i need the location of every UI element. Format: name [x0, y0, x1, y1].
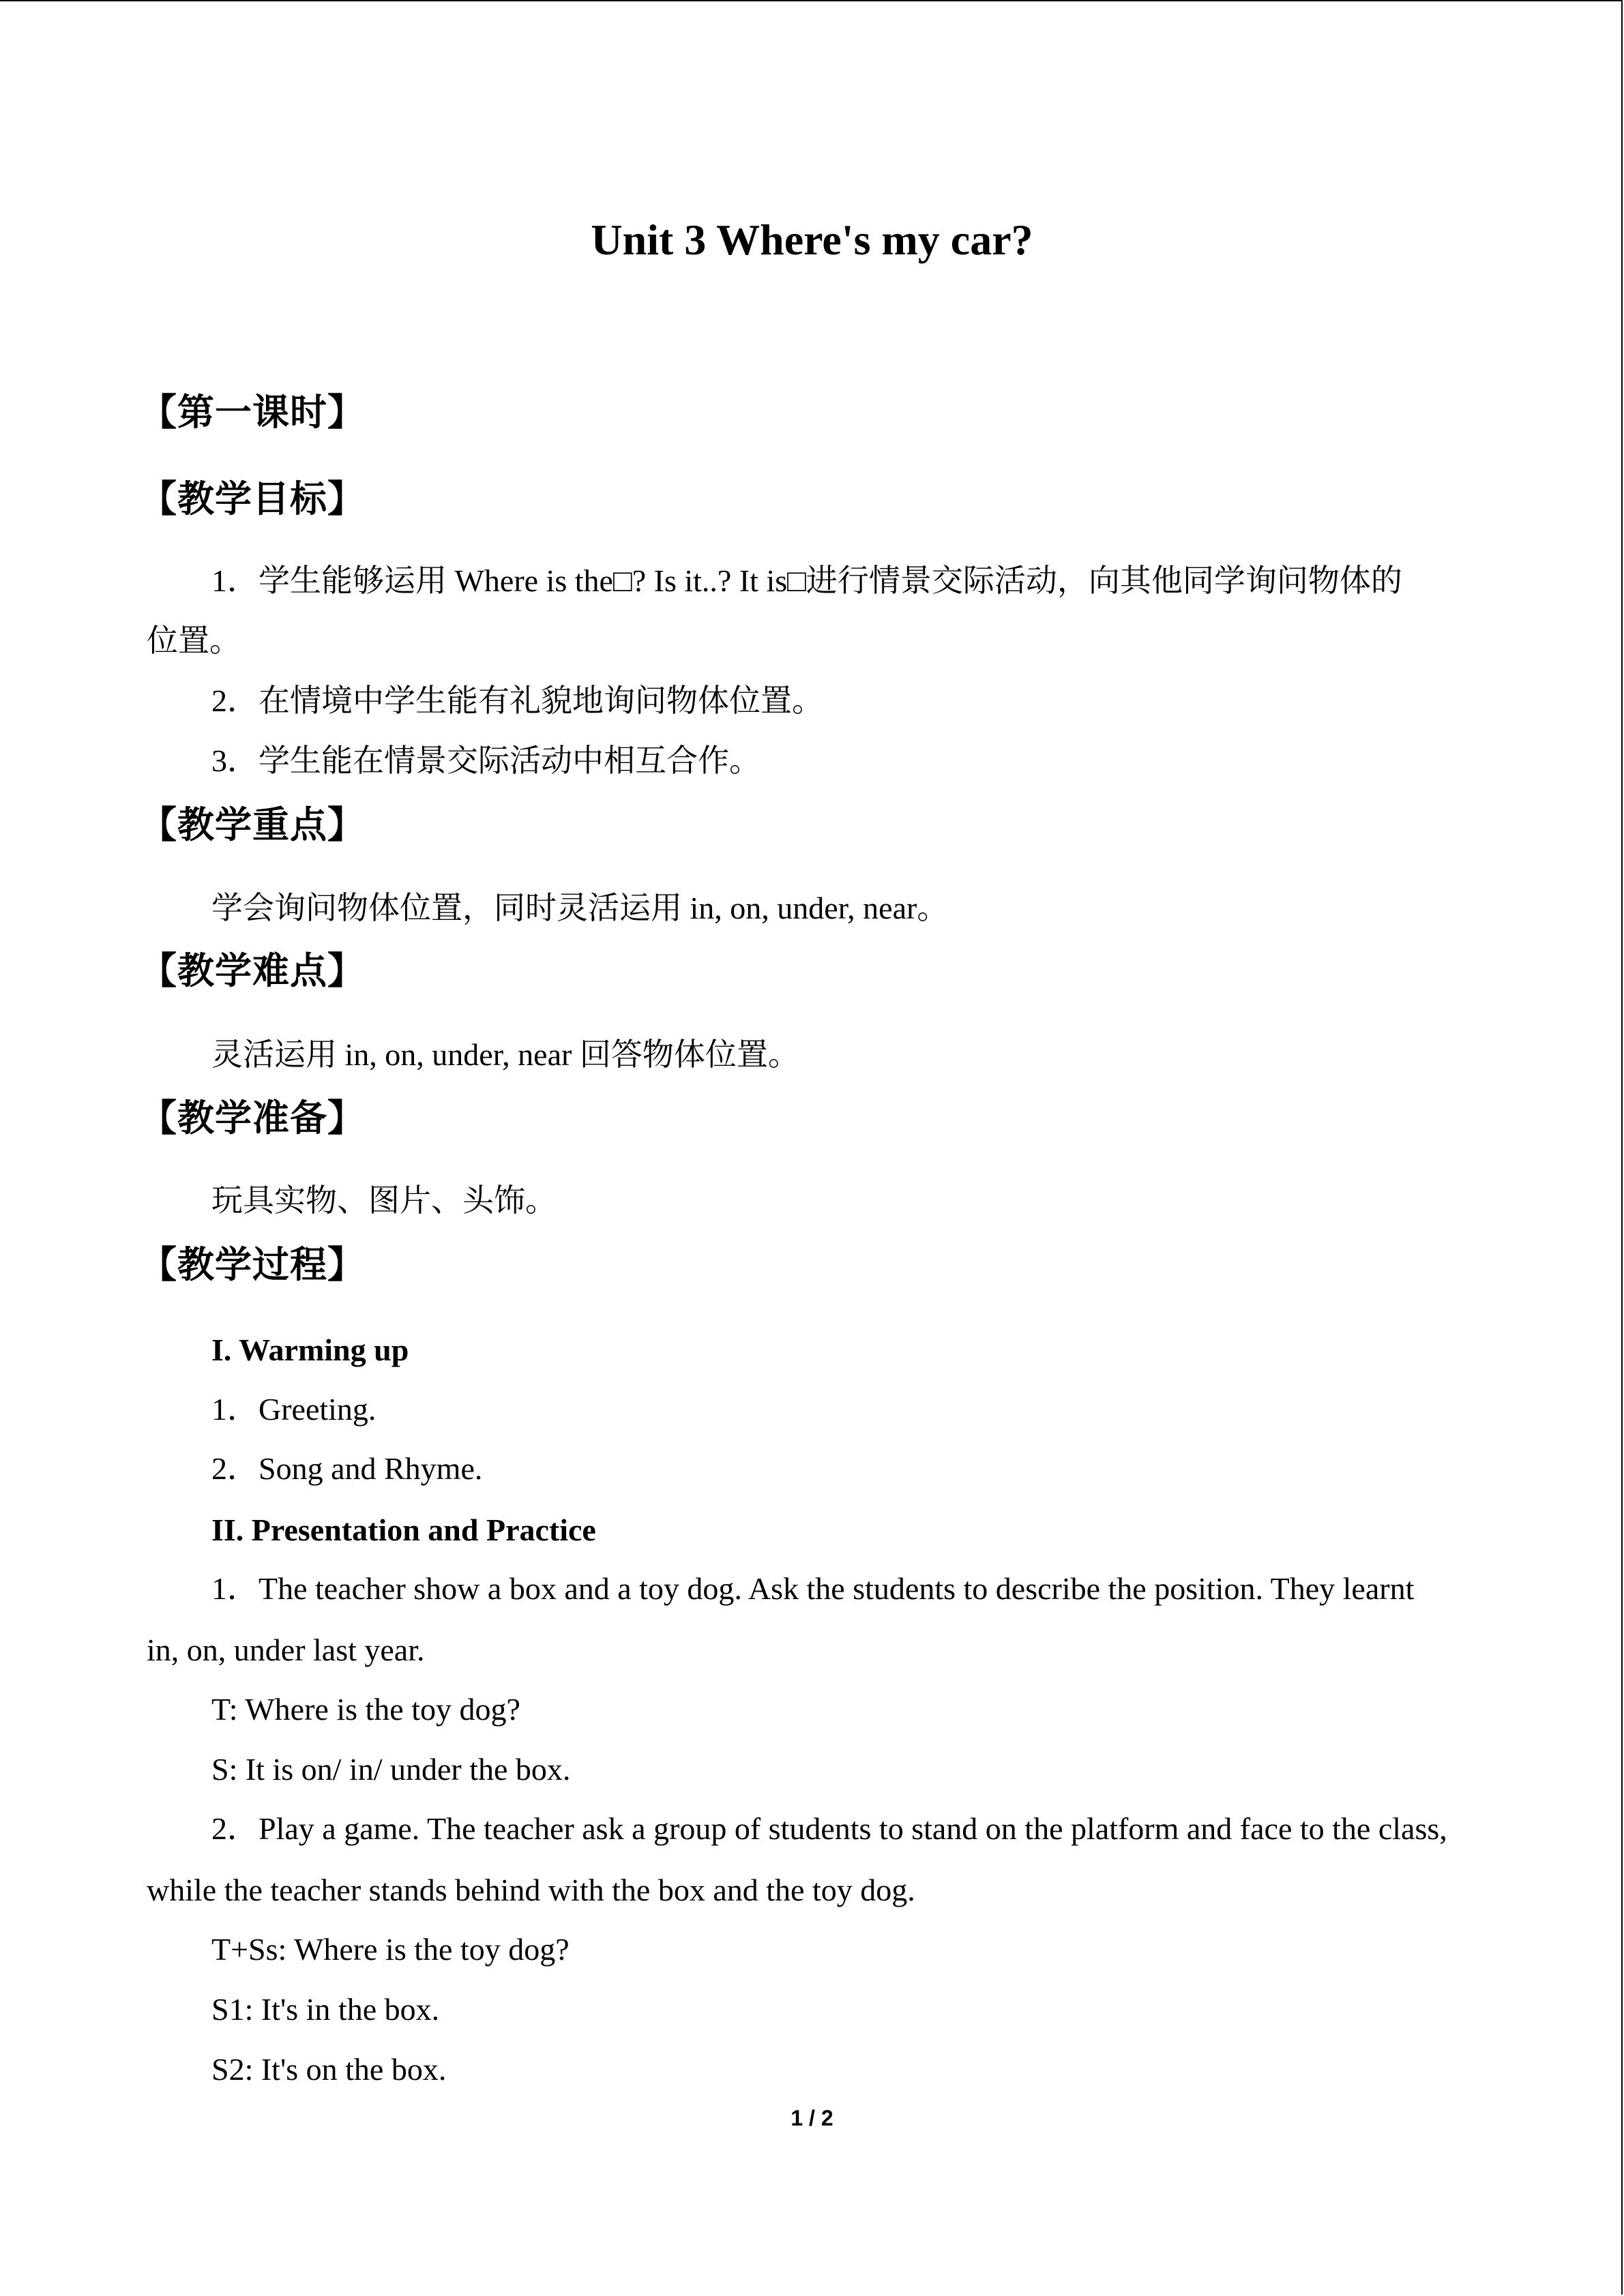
- heading-lesson: 【第一课时】: [140, 391, 365, 434]
- heading-preparation: 【教学准备】: [140, 1097, 365, 1139]
- warm-item-2: 2．Song and Rhyme.: [211, 1451, 483, 1486]
- dialogue-s2: S2: It's on the box.: [211, 2052, 447, 2087]
- dialogue-s1: S1: It's in the box.: [211, 1992, 440, 2027]
- heading-difficulties: 【教学难点】: [140, 949, 365, 992]
- difficulties-text: 灵活运用 in, on, under, near 回答物体位置。: [211, 1037, 799, 1072]
- objective-2: 2．在情境中学生能有礼貌地询问物体位置。: [211, 683, 823, 718]
- heading-objectives: 【教学目标】: [140, 477, 365, 520]
- objective-1-line2: 位置。: [147, 623, 241, 658]
- presentation-item-2-line2: while the teacher stands behind with the box and the toy dog.: [147, 1873, 915, 1907]
- warm-item-1: 1．Greeting.: [211, 1392, 377, 1427]
- key-points-text: 学会询问物体位置，同时灵活运用 in, on, under, near。: [211, 891, 949, 925]
- heading-process: 【教学过程】: [140, 1243, 365, 1286]
- presentation-item-1-line1: 1．The teacher show a box and a toy dog. Ask the students to describe the position. They learnt: [211, 1571, 1415, 1606]
- document-title: Unit 3 Where's my car?: [591, 215, 1033, 264]
- dialogue-s-answer: S: It is on/ in/ under the box.: [211, 1752, 571, 1787]
- objective-1-line1: 1．学生能够运用 Where is the□? Is it..? It is□进行情景交际活动，向其他同学询问物体的: [211, 563, 1402, 598]
- presentation-item-2-line1: 2．Play a game. The teacher ask a group of students to stand on the platform and face to the class,: [211, 1811, 1447, 1846]
- preparation-text: 玩具实物、图片、头饰。: [211, 1183, 557, 1218]
- presentation-heading: II. Presentation and Practice: [211, 1512, 596, 1547]
- dialogue-tss-question: T+Ss: Where is the toy dog?: [211, 1932, 570, 1967]
- dialogue-t-question: T: Where is the toy dog?: [211, 1692, 520, 1727]
- heading-key-points: 【教学重点】: [140, 803, 365, 846]
- warming-up-heading: I. Warming up: [211, 1332, 409, 1367]
- page-number: 1 / 2: [791, 2106, 833, 2130]
- objective-3: 3．学生能在情景交际活动中相互合作。: [211, 743, 761, 778]
- presentation-item-1-line2: in, on, under last year.: [147, 1632, 425, 1667]
